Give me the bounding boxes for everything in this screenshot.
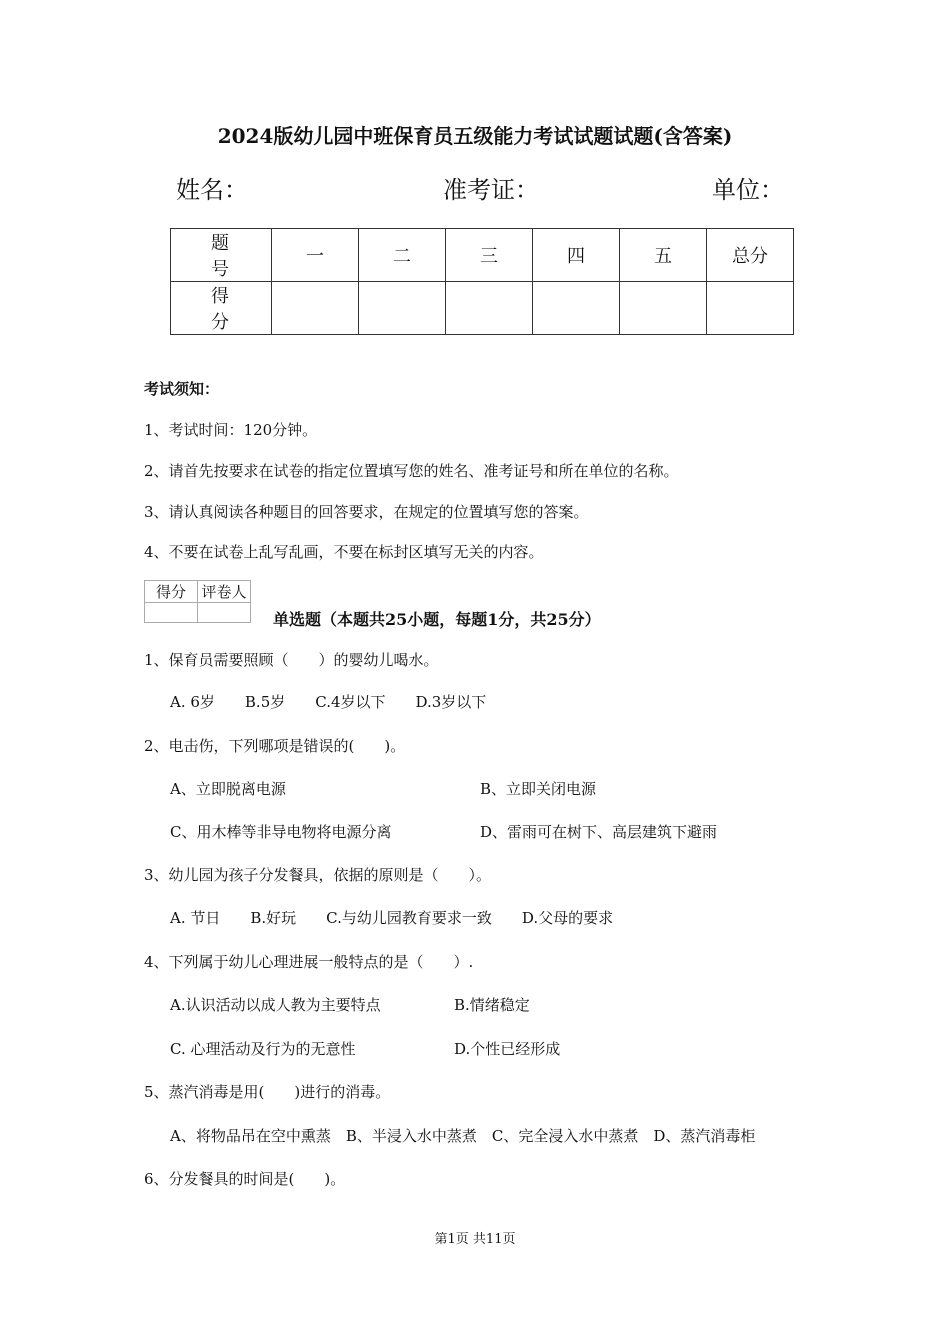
question-stem: 1、保育员需要照顾（ ）的婴幼儿喝水。 (144, 651, 439, 669)
question-option: D、雷雨可在树下、高层建筑下避雨 (480, 823, 718, 841)
question-option: C、用木棒等非导电物将电源分离 (170, 823, 392, 841)
grader-score-cell[interactable] (145, 603, 198, 623)
notice-item: 1、考试时间：120分钟。 (144, 421, 318, 439)
score-table-header-row (171, 229, 794, 282)
score-cell[interactable] (359, 282, 446, 335)
score-cell[interactable] (533, 282, 620, 335)
score-header-cell: 二 (359, 229, 446, 282)
page-footer: 第1页 共11页 (434, 1232, 516, 1247)
grader-box (144, 580, 251, 623)
question-options: A. 6岁 B.5岁 C.4岁以下 D.3岁以下 (170, 693, 487, 711)
name-field-label: 姓名： (176, 176, 248, 204)
score-table-score-row (171, 282, 794, 335)
score-cell[interactable] (272, 282, 359, 335)
page-title: 2024版幼儿园中班保育员五级能力考试试题试题(含答案) (217, 124, 733, 148)
notice-heading: 考试须知： (144, 380, 220, 398)
score-header-cell: 三 (446, 229, 533, 282)
exam-id-field-label: 准考证： (443, 176, 539, 204)
question-option: D.个性已经形成 (454, 1040, 561, 1058)
question-option: B.情绪稳定 (454, 996, 530, 1014)
notice-item: 3、请认真阅读各种题目的回答要求，在规定的位置填写您的答案。 (144, 503, 589, 521)
grader-score-label: 得分 (145, 581, 198, 603)
score-cell[interactable] (446, 282, 533, 335)
score-header-cell: 五 (620, 229, 707, 282)
question-option: A、立即脱离电源 (170, 780, 286, 798)
question-option: C. 心理活动及行为的无意性 (170, 1040, 356, 1058)
question-option: B、立即关闭电源 (480, 780, 597, 798)
score-cell[interactable] (707, 282, 794, 335)
question-stem: 6、分发餐具的时间是( )。 (144, 1170, 346, 1188)
score-header-cell: 总分 (707, 229, 794, 282)
score-header-cell: 一 (272, 229, 359, 282)
score-cell[interactable] (620, 282, 707, 335)
question-options: A、将物品吊在空中熏蒸 B、半浸入水中蒸煮 C、完全浸入水中蒸煮 D、蒸汽消毒柜 (170, 1127, 756, 1145)
score-table (170, 228, 794, 335)
section-title: 单选题（本题共25小题，每题1分，共25分） (273, 610, 601, 629)
score-header-cell: 题 号 (171, 229, 272, 282)
question-stem: 3、幼儿园为孩子分发餐具，依据的原则是（ ）。 (144, 866, 492, 884)
notice-item: 4、不要在试卷上乱写乱画，不要在标封区填写无关的内容。 (144, 543, 544, 561)
question-options: A. 节日 B.好玩 C.与幼儿园教育要求一致 D.父母的要求 (170, 909, 614, 927)
grader-name-label: 评卷人 (198, 581, 251, 603)
question-stem: 5、蒸汽消毒是用( )进行的消毒。 (144, 1083, 391, 1101)
score-row-label: 得 分 (171, 282, 272, 335)
question-option: A.认识活动以成人教为主要特点 (170, 996, 381, 1014)
question-stem: 2、电击伤，下列哪项是错误的( )。 (144, 737, 406, 755)
question-stem: 4、下列属于幼儿心理进展一般特点的是（ ）. (144, 953, 474, 971)
unit-field-label: 单位： (712, 176, 784, 204)
notice-item: 2、请首先按要求在试卷的指定位置填写您的姓名、准考证号和所在单位的名称。 (144, 462, 679, 480)
grader-name-cell[interactable] (198, 603, 251, 623)
score-header-cell: 四 (533, 229, 620, 282)
